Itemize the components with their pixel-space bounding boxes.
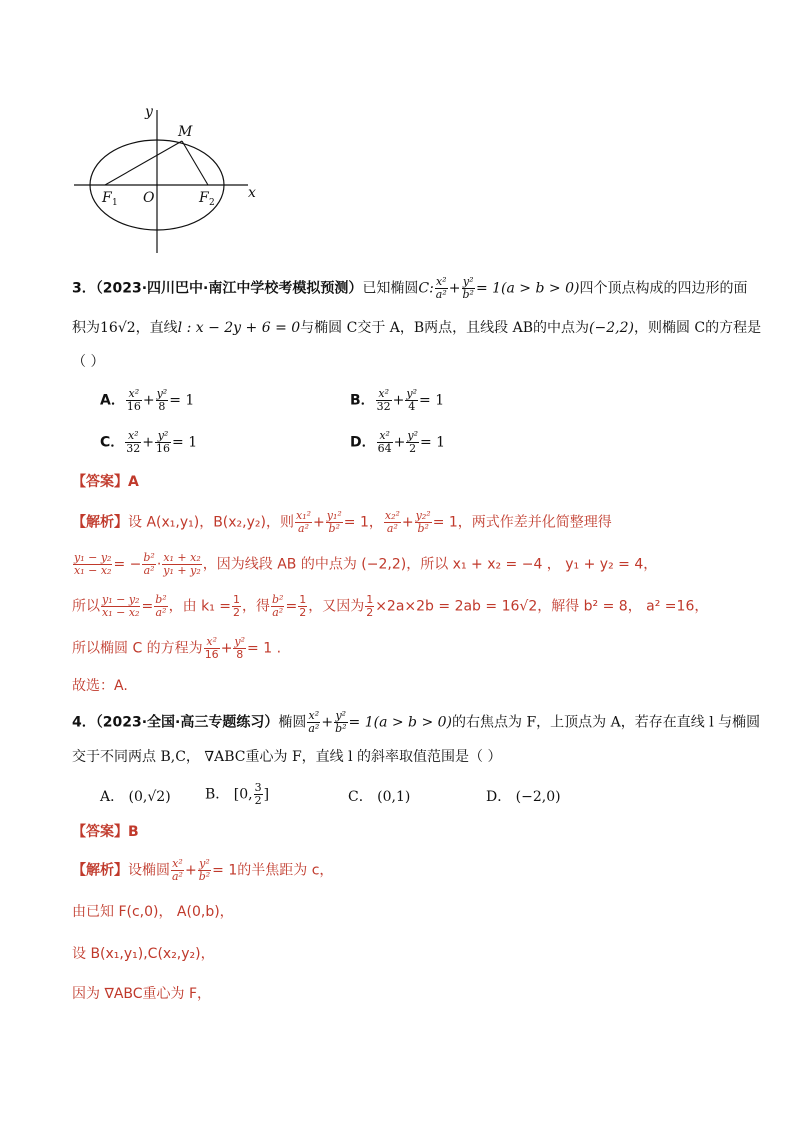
q4-line-2: 交于不同两点 B,C， ∇ABC重心为 F，直线 l 的斜率取值范围是（ ）	[72, 749, 502, 765]
q3-number: 3．	[72, 280, 96, 297]
q3-analysis-5: 故选：A.	[72, 678, 128, 694]
q4-cond: = 1(a > b > 0)	[348, 714, 453, 731]
q3-analysis-2: $\frac{\text{y₁ − y₂}}{\text{x₁ − x₂}}$ = − $\frac{\text{b²}}{\text{a²}}$ · $\frac{\text{x₁ + x₂}}{\text{y₁ + y₂}}$ ，因为线段 AB 的中点为 (−2,2)，所以 x₁ + x₂ = −4 ， y₁ + y₂ = 4，	[74, 551, 658, 577]
q3-ellipse-name: C:	[418, 280, 434, 297]
q3-analysis-3: 所以 $\frac{\text{y₁ − y₂}}{\text{x₁ − x₂}}$ = $\frac{\text{b²}}{\text{a²}}$ ，由 k₁ = $\frac{1}{2}$ ，得 $\frac{\text{b²}}{\text{a²}}$ = $\frac{1}{2}$ ，又因为 $\frac{1}{2}$ ×2a×2b = 2ab = 16√2，解得 b² = 8， a² =16，	[72, 593, 709, 619]
q4-option-d[interactable]: D． (−2,0)	[486, 789, 561, 805]
label-x: x	[248, 185, 256, 201]
q3-stem-b: 四个顶点构成的四边形的面	[579, 280, 748, 297]
q4-frac-y: $\frac{\text{y²}}{\text{b²}}$	[335, 709, 347, 735]
q4-source: （2023·全国·高三专题练习）	[95, 714, 279, 731]
q4-stem-a: 椭圆	[278, 714, 307, 731]
q3-stem-d: 与椭圆 C交于 A，B两点，且线段 AB的中点为	[300, 320, 590, 336]
q3-analysis-1: 【解析】设 A(x₁,y₁)，B(x₂,y₂)，则 $\frac{\text{x₁²}}{\text{a²}}$ + $\frac{\text{y₁²}}{\text{b²}}$ = 1， $\frac{\text{x₂²}}{\text{a²}}$ + $\frac{\text{y₂²}}{\text{b²}}$ = 1，两式作差并化简整理得	[72, 509, 612, 535]
q4-frac-x: $\frac{\text{x²}}{\text{a²}}$	[308, 709, 320, 735]
q3-paren: （ ）	[72, 354, 105, 370]
q3-option-b[interactable]: B． $\frac{\text{x²}}{32}$ + $\frac{\text{y²}}{4}$ = 1	[350, 387, 445, 413]
label-y: y	[145, 104, 153, 120]
q3-option-c[interactable]: C． $\frac{\text{x²}}{32}$ + $\frac{\text{y²}}{16}$ = 1	[100, 429, 198, 455]
q3-option-d[interactable]: D． $\frac{\text{x²}}{64}$ + $\frac{\text{y²}}{2}$ = 1	[350, 429, 446, 455]
ellipse-figure	[70, 98, 270, 258]
label-f1: F	[102, 190, 112, 206]
q3-line-eq: l : x − 2y + 6 = 0	[177, 320, 301, 336]
q3-analysis-4: 所以椭圆 C 的方程为 $\frac{\text{x²}}{16}$ + $\frac{\text{y²}}{8}$ = 1 .	[72, 635, 282, 661]
q4-number: 4．	[72, 714, 96, 731]
q4-stem-b: 的右焦点为 F，上顶点为 A，若存在直线 l 与椭圆	[452, 714, 761, 731]
q3-stem-c: 积为16√2，直线	[72, 320, 178, 336]
label-f2-sub: 2	[209, 198, 215, 208]
label-m: M	[178, 124, 193, 140]
q4-analysis-1: 【解析】设椭圆 $\frac{\text{x²}}{\text{a²}}$ + $\frac{\text{y²}}{\text{b²}}$ = 1的半焦距为 c，	[72, 857, 334, 883]
q3-answer: 【答案】A	[72, 474, 139, 490]
segment-f1-m	[105, 141, 182, 185]
q4-option-a[interactable]: A． (0,√2)	[100, 789, 171, 805]
q3-mid: (−2,2)	[589, 320, 634, 336]
label-f1-sub: 1	[112, 198, 118, 208]
q4-option-b[interactable]: B． [0, $\frac{3}{2}$ ]	[205, 781, 270, 807]
q4-option-c[interactable]: C． (0,1)	[348, 789, 411, 805]
q4-line-1: 4．（2023·全国·高三专题练习）椭圆 $\frac{\text{x²}}{\text{a²}}$ + $\frac{\text{y²}}{\text{b²}}$ = 1(a > b > 0)的右焦点为 F，上顶点为 A，若存在直线 l 与椭圆	[72, 709, 761, 735]
q3-cond: = 1(a > b > 0)	[475, 280, 580, 297]
q3-stem-a: 已知椭圆	[362, 280, 419, 297]
q3-source: （2023·四川巴中·南江中学校考模拟预测）	[95, 280, 363, 297]
q4-analysis-2: 由已知 F(c,0)， A(0,b)，	[72, 904, 234, 920]
q3-option-a[interactable]: A． $\frac{\text{x²}}{16}$ + $\frac{\text{y²}}{8}$ = 1	[100, 387, 195, 413]
q3-line-1: 3．（2023·四川巴中·南江中学校考模拟预测）已知椭圆C: $\frac{\text{x²}}{\text{a²}}$ + $\frac{\text{y²}}{\text{b²}}$ = 1(a > b > 0)四个顶点构成的四边形的面	[72, 275, 748, 301]
q3-line-2	[72, 318, 761, 338]
q4-analysis-4: 因为 ∇ABC重心为 F，	[72, 986, 212, 1002]
q4-answer: 【答案】B	[72, 824, 139, 840]
q3-frac-x: $\frac{\text{x²}}{\text{a²}}$	[435, 275, 447, 301]
q3-frac-y: $\frac{\text{y²}}{\text{b²}}$	[462, 275, 474, 301]
label-o: O	[143, 190, 155, 206]
q3-stem-e: ，则椭圆 C的方程是	[633, 320, 762, 336]
q4-analysis-3: 设 B(x₁,y₁),C(x₂,y₂)，	[72, 946, 215, 962]
label-f2: F	[199, 190, 209, 206]
